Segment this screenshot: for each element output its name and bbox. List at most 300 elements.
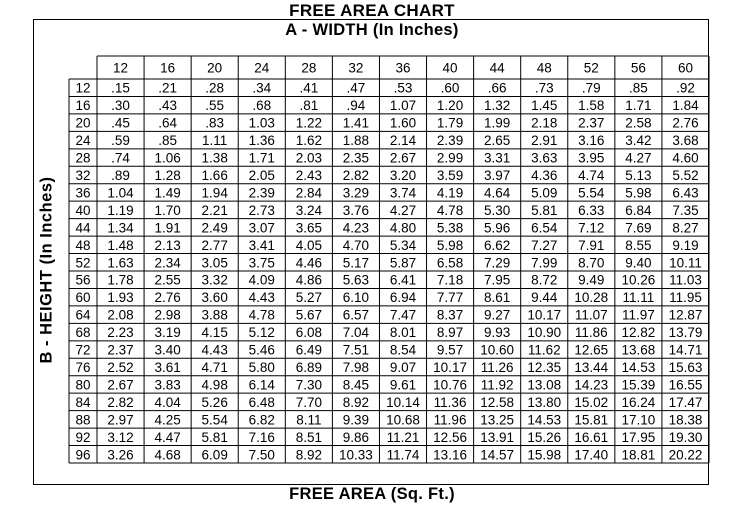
table-cell: 15.02: [574, 394, 609, 410]
table-cell: 8.70: [578, 255, 605, 271]
table-cell: 4.86: [295, 272, 322, 288]
table-cell: 3.42: [625, 133, 652, 149]
table-cell: .74: [111, 150, 130, 166]
table-cell: 2.37: [578, 115, 605, 131]
table-cell: 3.63: [531, 150, 558, 166]
table-cell: 6.54: [531, 220, 558, 236]
table-cell: 3.07: [248, 220, 275, 236]
table-cell: 1.78: [107, 272, 134, 288]
table-cell: 7.77: [436, 290, 464, 306]
table-cell: 2.52: [107, 360, 134, 375]
table-cell: 1.66: [201, 168, 228, 183]
table-cell: .81: [299, 98, 319, 114]
table-cell: 3.32: [201, 272, 228, 288]
table-cell: .45: [111, 115, 130, 131]
table-cell: 18.38: [668, 412, 703, 428]
table-cell: 11.97: [621, 307, 655, 323]
table-cell: 14.53: [527, 412, 562, 428]
table-cell: 8.51: [295, 429, 322, 445]
table-cell: 3.41: [248, 237, 275, 253]
column-header: 48: [536, 60, 552, 76]
table-cell: 11.03: [669, 272, 702, 288]
column-header: 60: [677, 60, 693, 76]
column-header: 40: [442, 60, 458, 76]
table-cell: 11.74: [386, 447, 420, 463]
table-cell: 7.16: [248, 429, 275, 445]
table-cell: 5.81: [201, 429, 228, 445]
table-cell: 5.98: [625, 185, 652, 201]
row-header: 28: [75, 150, 91, 166]
table-cell: 3.68: [672, 133, 699, 149]
table-cell: 4.15: [201, 325, 228, 341]
table-cell: 11.92: [480, 377, 514, 393]
column-header: 16: [160, 60, 176, 76]
table-cell: 1.20: [436, 98, 464, 114]
table-cell: .55: [205, 98, 225, 114]
table-cell: 18.81: [621, 447, 656, 463]
table-cell: 1.91: [154, 220, 181, 236]
row-header: 64: [75, 307, 91, 323]
column-header: 52: [583, 60, 599, 76]
table-cell: 11.86: [574, 325, 608, 341]
table-cell: 3.59: [436, 168, 464, 183]
table-cell: 13.68: [621, 342, 656, 358]
table-cell: 1.07: [389, 98, 417, 114]
table-cell: 6.48: [248, 394, 275, 410]
table-cell: 3.26: [107, 447, 134, 463]
table-cell: .68: [252, 98, 272, 114]
table-cell: .59: [111, 133, 130, 149]
table-cell: 11.96: [433, 412, 467, 428]
row-header: 36: [75, 185, 91, 201]
table-cell: 2.37: [107, 342, 134, 358]
table-cell: 3.24: [295, 202, 322, 218]
table-cell: 1.06: [154, 150, 181, 166]
table-cell: 2.82: [342, 168, 370, 183]
table-cell: 15.81: [574, 412, 609, 428]
chart-title: FREE AREA CHART: [289, 1, 455, 20]
row-header: 68: [75, 325, 91, 341]
table-cell: 10.17: [527, 307, 562, 323]
table-cell: 4.43: [201, 342, 228, 358]
table-cell: 11.95: [669, 290, 702, 306]
table-cell: 1.88: [342, 133, 370, 149]
table-cell: .28: [205, 80, 225, 96]
table-cell: 4.09: [248, 272, 275, 288]
table-cell: 1.70: [154, 202, 181, 218]
table-cell: 1.34: [107, 220, 134, 236]
table-cell: 10.17: [433, 360, 467, 375]
table-cell: 5.12: [248, 325, 275, 341]
table-cell: 6.09: [201, 447, 228, 463]
table-cell: 4.78: [436, 202, 464, 218]
table-cell: 2.13: [154, 237, 181, 253]
table-cell: 3.29: [342, 185, 370, 201]
table-cell: 1.93: [107, 290, 134, 306]
table-cell: 1.62: [295, 133, 322, 149]
table-cell: 1.28: [154, 168, 181, 183]
table-cell: 17.10: [621, 412, 656, 428]
table-cell: 9.49: [578, 272, 605, 288]
table-cell: 10.26: [621, 272, 656, 288]
table-cell: 6.89: [295, 360, 322, 375]
table-cell: 9.40: [625, 255, 652, 271]
table-cell: 3.75: [248, 255, 275, 271]
table-cell: 2.03: [295, 150, 322, 166]
column-header: 44: [489, 60, 505, 76]
table-cell: 1.60: [389, 115, 417, 131]
table-cell: 7.51: [342, 342, 370, 358]
table-cell: 5.54: [578, 185, 605, 201]
table-cell: 7.35: [672, 202, 699, 218]
row-header: 20: [75, 115, 91, 131]
table-cell: 10.60: [480, 342, 515, 358]
table-cell: 3.76: [342, 202, 370, 218]
table-cell: 5.54: [201, 412, 228, 428]
table-cell: 3.31: [484, 150, 511, 166]
table-cell: 5.38: [436, 220, 464, 236]
table-cell: .92: [676, 80, 695, 96]
table-cell: 1.38: [201, 150, 228, 166]
table-cell: 4.78: [248, 307, 275, 323]
table-cell: 3.16: [578, 133, 605, 149]
table-cell: 8.92: [342, 394, 370, 410]
table-cell: 4.36: [531, 168, 558, 183]
table-cell: 8.54: [389, 342, 417, 358]
table-cell: 6.08: [295, 325, 322, 341]
table-cell: 2.76: [672, 115, 699, 131]
table-cell: 5.17: [342, 255, 370, 271]
table-cell: 12.65: [574, 342, 609, 358]
table-cell: 15.26: [527, 429, 562, 445]
table-cell: 5.80: [248, 360, 275, 375]
table-cell: 10.76: [433, 377, 467, 393]
table-cell: 1.45: [531, 98, 558, 114]
table-cell: .21: [158, 80, 178, 96]
table-cell: 12.35: [527, 360, 562, 375]
table-cell: 7.98: [342, 360, 370, 375]
row-header: 48: [75, 237, 91, 253]
table-cell: 1.11: [202, 133, 228, 149]
table-cell: 2.39: [436, 133, 464, 149]
table-cell: 11.26: [480, 360, 514, 375]
table-cell: 10.68: [386, 412, 420, 428]
table-cell: 2.23: [107, 325, 134, 341]
table-cell: 8.37: [436, 307, 464, 323]
table-cell: 4.71: [201, 360, 228, 375]
table-cell: 10.11: [669, 255, 702, 271]
table-cell: 15.63: [668, 360, 703, 375]
table-cell: 9.57: [436, 342, 464, 358]
table-cell: 7.29: [484, 255, 511, 271]
table-cell: .89: [111, 168, 130, 183]
table-cell: 1.94: [201, 185, 228, 201]
table-cell: 1.36: [248, 133, 275, 149]
table-cell: 4.27: [625, 150, 652, 166]
table-cell: 6.49: [295, 342, 322, 358]
table-cell: 8.27: [672, 220, 699, 236]
table-cell: 13.08: [527, 377, 562, 393]
row-header: 12: [75, 80, 91, 96]
table-cell: 12.82: [621, 325, 656, 341]
table-cell: 7.50: [248, 447, 275, 463]
row-header: 32: [75, 168, 91, 183]
table-cell: 14.57: [480, 447, 515, 463]
table-cell: 5.63: [342, 272, 370, 288]
table-cell: 3.74: [389, 185, 417, 201]
column-header: 56: [630, 60, 646, 76]
row-header: 84: [75, 394, 91, 410]
table-cell: 10.90: [527, 325, 562, 341]
table-cell: .34: [252, 80, 272, 96]
table-cell: 2.91: [531, 133, 558, 149]
table-cell: 5.30: [484, 202, 511, 218]
table-cell: 16.55: [668, 377, 703, 393]
table-cell: .64: [158, 115, 178, 131]
table-cell: .85: [628, 80, 648, 96]
table-cell: 1.84: [672, 98, 699, 114]
table-cell: 2.98: [154, 307, 181, 323]
table-cell: 2.73: [248, 202, 275, 218]
table-cell: .15: [111, 80, 130, 96]
table-cell: 4.27: [389, 202, 417, 218]
table-cell: 3.20: [389, 168, 417, 183]
table-cell: 5.52: [672, 168, 699, 183]
row-header: 72: [75, 342, 91, 358]
table-cell: 19.30: [668, 429, 703, 445]
table-cell: .66: [487, 80, 507, 96]
table-cell: 4.04: [154, 394, 181, 410]
column-header: 32: [348, 60, 364, 76]
table-cell: 4.46: [295, 255, 322, 271]
table-cell: 2.35: [342, 150, 370, 166]
table-cell: 7.27: [531, 237, 558, 253]
row-header: 40: [75, 202, 91, 218]
table-cell: 6.33: [578, 202, 605, 218]
table-cell: 2.99: [436, 150, 464, 166]
table-cell: 1.63: [107, 255, 134, 271]
table-cell: 5.67: [295, 307, 322, 323]
table-cell: 8.61: [484, 290, 511, 306]
table-cell: 20.22: [668, 447, 703, 463]
table-cell: .83: [205, 115, 225, 131]
table-cell: 9.07: [389, 360, 417, 375]
table-cell: 2.39: [248, 185, 275, 201]
table-cell: 3.05: [201, 255, 228, 271]
table-cell: 7.95: [484, 272, 511, 288]
table-cell: 5.87: [389, 255, 417, 271]
row-header: 44: [75, 220, 91, 236]
table-cell: 17.47: [668, 394, 703, 410]
table-cell: 2.65: [484, 133, 511, 149]
table-cell: 10.33: [339, 447, 373, 463]
table-cell: 1.03: [248, 115, 275, 131]
table-cell: 10.14: [386, 394, 420, 410]
table-cell: 9.44: [531, 290, 558, 306]
table-cell: 11.21: [386, 429, 420, 445]
table-cell: 13.16: [433, 447, 467, 463]
table-cell: 14.23: [574, 377, 609, 393]
table-cell: 4.68: [154, 447, 181, 463]
row-header: 56: [75, 272, 91, 288]
table-cell: 1.71: [625, 98, 652, 114]
row-header: 96: [75, 447, 91, 463]
table-cell: 3.65: [295, 220, 322, 236]
row-header: 60: [75, 290, 91, 306]
table-cell: 11.11: [622, 290, 655, 306]
table-cell: 2.67: [107, 377, 134, 393]
table-cell: 11.62: [527, 342, 561, 358]
table-cell: .43: [158, 98, 178, 114]
table-cell: 7.47: [389, 307, 417, 323]
table-cell: 6.94: [389, 290, 417, 306]
table-cell: 7.12: [578, 220, 605, 236]
table-cell: 2.49: [201, 220, 228, 236]
table-cell: 7.69: [625, 220, 652, 236]
table-cell: 17.40: [574, 447, 609, 463]
table-cell: 2.84: [295, 185, 322, 201]
table-cell: 15.98: [527, 447, 562, 463]
table-cell: 5.34: [389, 237, 417, 253]
table-cell: 2.82: [107, 394, 134, 410]
table-cell: .53: [393, 80, 413, 96]
table-cell: .60: [440, 80, 460, 96]
table-cell: 2.05: [248, 168, 275, 183]
column-header: 28: [301, 60, 317, 76]
table-cell: 10.28: [574, 290, 609, 306]
table-cell: 7.04: [342, 325, 370, 341]
table-cell: 2.21: [201, 202, 228, 218]
column-header: 12: [113, 60, 129, 76]
table-cell: 5.09: [531, 185, 558, 201]
table-cell: 9.39: [342, 412, 370, 428]
table-cell: .79: [581, 80, 601, 96]
table-cell: 5.26: [201, 394, 228, 410]
table-cell: 8.92: [295, 447, 322, 463]
table-cell: 6.58: [436, 255, 464, 271]
table-cell: 5.81: [531, 202, 558, 218]
table-cell: 4.47: [154, 429, 181, 445]
table-cell: 6.10: [342, 290, 370, 306]
y-axis-label: B - HEIGHT (In Inches): [37, 176, 56, 364]
table-cell: 8.55: [625, 237, 652, 253]
table-cell: 5.46: [248, 342, 275, 358]
table-cell: 14.71: [668, 342, 703, 358]
table-cell: 6.14: [248, 377, 275, 393]
table-cell: 5.13: [625, 168, 652, 183]
table-cell: 13.80: [527, 394, 562, 410]
table-cell: 6.84: [625, 202, 652, 218]
table-cell: .85: [158, 133, 178, 149]
table-cell: 1.32: [484, 98, 511, 114]
table-cell: 1.19: [107, 202, 134, 218]
table-cell: .73: [534, 80, 554, 96]
table-cell: 4.80: [389, 220, 417, 236]
table-cell: 4.70: [342, 237, 370, 253]
table-cell: 3.95: [578, 150, 605, 166]
table-cell: 1.48: [107, 237, 134, 253]
table-cell: 5.98: [436, 237, 464, 253]
table-cell: 2.14: [389, 133, 417, 149]
table-cell: 2.58: [625, 115, 652, 131]
table-cell: 2.34: [154, 255, 181, 271]
table-cell: 7.99: [531, 255, 558, 271]
table-cell: 2.77: [201, 237, 228, 253]
table-cell: 3.61: [154, 360, 181, 375]
table-cell: 16.61: [574, 429, 609, 445]
row-header: 52: [75, 255, 91, 271]
table-cell: 4.60: [672, 150, 699, 166]
x-axis-label: A - WIDTH (In Inches): [285, 21, 459, 39]
table-cell: 3.40: [154, 342, 181, 358]
table-cell: 9.19: [672, 237, 699, 253]
table-cell: 9.27: [484, 307, 511, 323]
table-cell: 15.39: [621, 377, 656, 393]
table-cell: 4.19: [436, 185, 464, 201]
table-cell: 1.49: [154, 185, 181, 201]
row-header: 88: [75, 412, 91, 428]
table-cell: 8.45: [342, 377, 370, 393]
table-cell: 4.74: [578, 168, 605, 183]
table-cell: 13.91: [480, 429, 515, 445]
table-cell: 2.08: [107, 307, 134, 323]
table-cell: 2.43: [295, 168, 322, 183]
table-cell: 13.44: [574, 360, 609, 375]
table-cell: .94: [346, 98, 366, 114]
table-cell: 4.98: [201, 377, 228, 393]
table-cell: 1.99: [484, 115, 511, 131]
table-cell: 2.67: [389, 150, 417, 166]
table-cell: 12.56: [433, 429, 467, 445]
table-cell: 3.60: [201, 290, 228, 306]
table-cell: 14.53: [621, 360, 656, 375]
table-cell: 16.24: [621, 394, 656, 410]
table-cell: 7.91: [578, 237, 605, 253]
table-cell: 3.97: [484, 168, 511, 183]
table-cell: 1.04: [107, 185, 134, 201]
table-cell: 12.58: [480, 394, 515, 410]
table-cell: 11.36: [433, 394, 467, 410]
table-cell: 17.95: [621, 429, 656, 445]
table-cell: 1.41: [342, 115, 370, 131]
column-header: 20: [207, 60, 223, 76]
table-cell: 2.97: [107, 412, 134, 428]
table-cell: 3.83: [154, 377, 181, 393]
table-cell: 4.23: [342, 220, 370, 236]
table-cell: 4.43: [248, 290, 275, 306]
table-cell: 8.72: [531, 272, 558, 288]
table-cell: 8.01: [389, 325, 417, 341]
table-cell: 1.71: [248, 150, 275, 166]
table-cell: 2.55: [154, 272, 181, 288]
table-cell: 9.93: [484, 325, 511, 341]
table-cell: 9.86: [342, 429, 370, 445]
table-cell: 3.88: [201, 307, 228, 323]
row-header: 92: [75, 429, 91, 445]
row-header: 24: [75, 133, 91, 149]
table-cell: 5.96: [484, 220, 511, 236]
table-cell: 2.76: [154, 290, 181, 306]
table-cell: 12.87: [668, 307, 703, 323]
table-cell: 6.57: [342, 307, 370, 323]
table-cell: 4.25: [154, 412, 181, 428]
table-cell: 7.18: [436, 272, 464, 288]
table-cell: 7.30: [295, 377, 322, 393]
table-cell: 11.07: [574, 307, 608, 323]
table-cell: 9.61: [389, 377, 417, 393]
table-cell: 5.27: [295, 290, 322, 306]
table-cell: 8.11: [296, 412, 322, 428]
